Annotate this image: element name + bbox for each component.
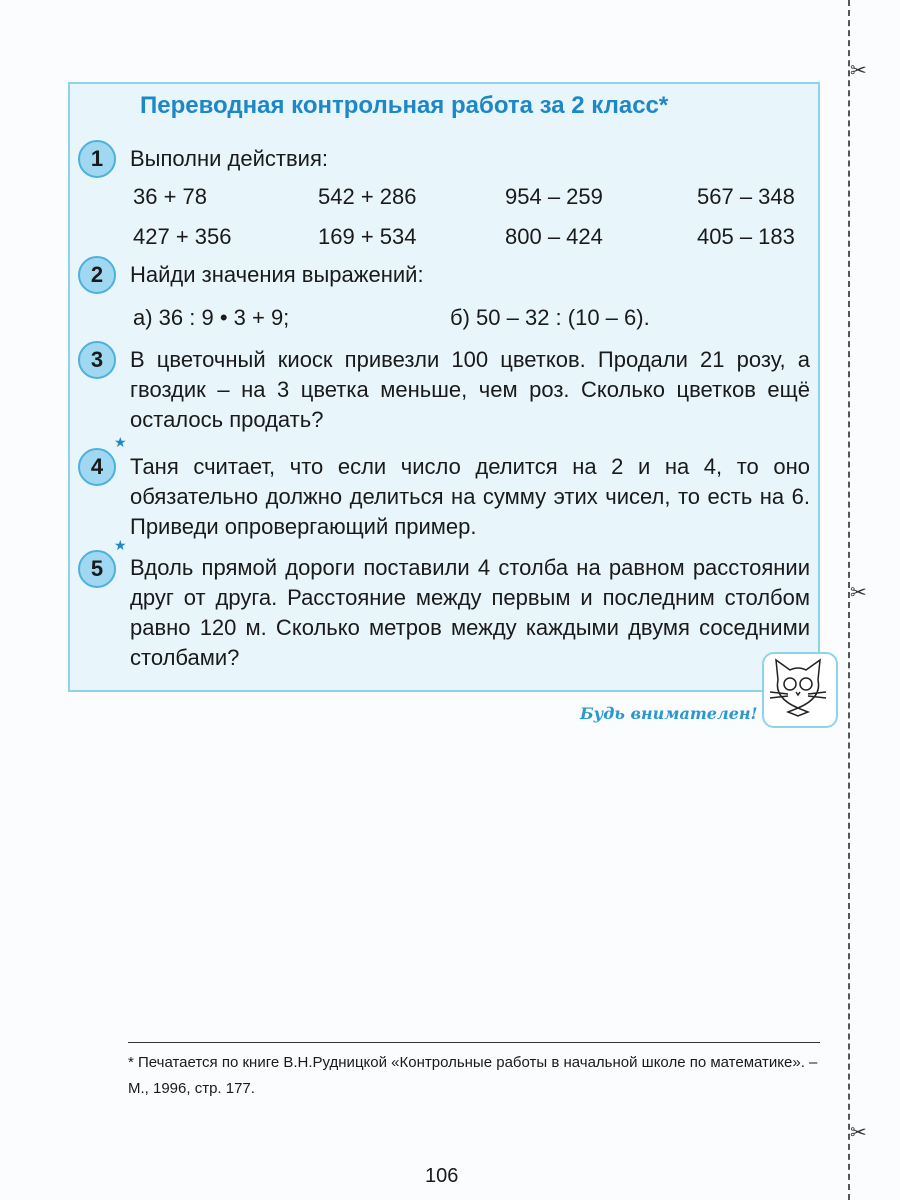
task-number: 3 [78,341,116,379]
task-number: 2 [78,256,116,294]
expression: 800 – 424 [505,224,603,249]
expression: 567 – 348 [697,184,795,209]
star-icon: ★ [114,537,127,553]
task-number: 1 [78,140,116,178]
task-text: Таня считает, что если число делится на 2 и на 4, то оно обязательно должно делиться на сумму этих чисел, то есть на 6. Приведи опровергающий пример. [130,454,810,539]
expression: 169 + 534 [318,224,417,249]
expression: 36 + 78 [133,184,208,209]
star-icon: ★ [114,434,127,450]
task-text: В цветочный киоск привезли 100 цветков. Продали 21 розу, а гвоздик – на 3 цветка меньше, чем роз. Сколько цветков ещё осталось продать? [130,347,810,432]
expression: 405 – 183 [697,224,795,249]
scissors-icon: ✂ [850,60,867,82]
page-number: 106 [425,1165,459,1187]
expression: 542 + 286 [318,184,417,209]
scissors-icon: ✂ [850,582,867,604]
expression: 954 – 259 [505,184,603,209]
task-number: 4 [78,448,116,486]
expression: а) 36 : 9 • 3 + 9; [133,305,290,330]
motto: Будь внимателен! [580,704,758,723]
task-text: Выполни действия: [130,146,328,171]
footnote-divider [128,1042,820,1043]
cat-mascot-image [762,652,838,728]
expression: б) 50 – 32 : (10 – 6). [450,305,650,330]
expression: 427 + 356 [133,224,232,249]
scissors-icon: ✂ [850,1122,867,1144]
task-number: 5 [78,550,116,588]
page-title: Переводная контрольная работа за 2 класс* [140,92,669,119]
task-text: Найди значения выражений: [130,262,424,287]
task-text: Вдоль прямой дороги поставили 4 столба на равном расстоянии друг от друга. Расстояние между первым и последним столбом равно 120 м. Сколько метров между каждыми двумя соседними столбами? [130,555,810,670]
footnote: * Печатается по книге В.Н.Рудницкой «Контрольные работы в начальной школе по математике». – М., 1996, стр. 177. [128,1054,818,1097]
